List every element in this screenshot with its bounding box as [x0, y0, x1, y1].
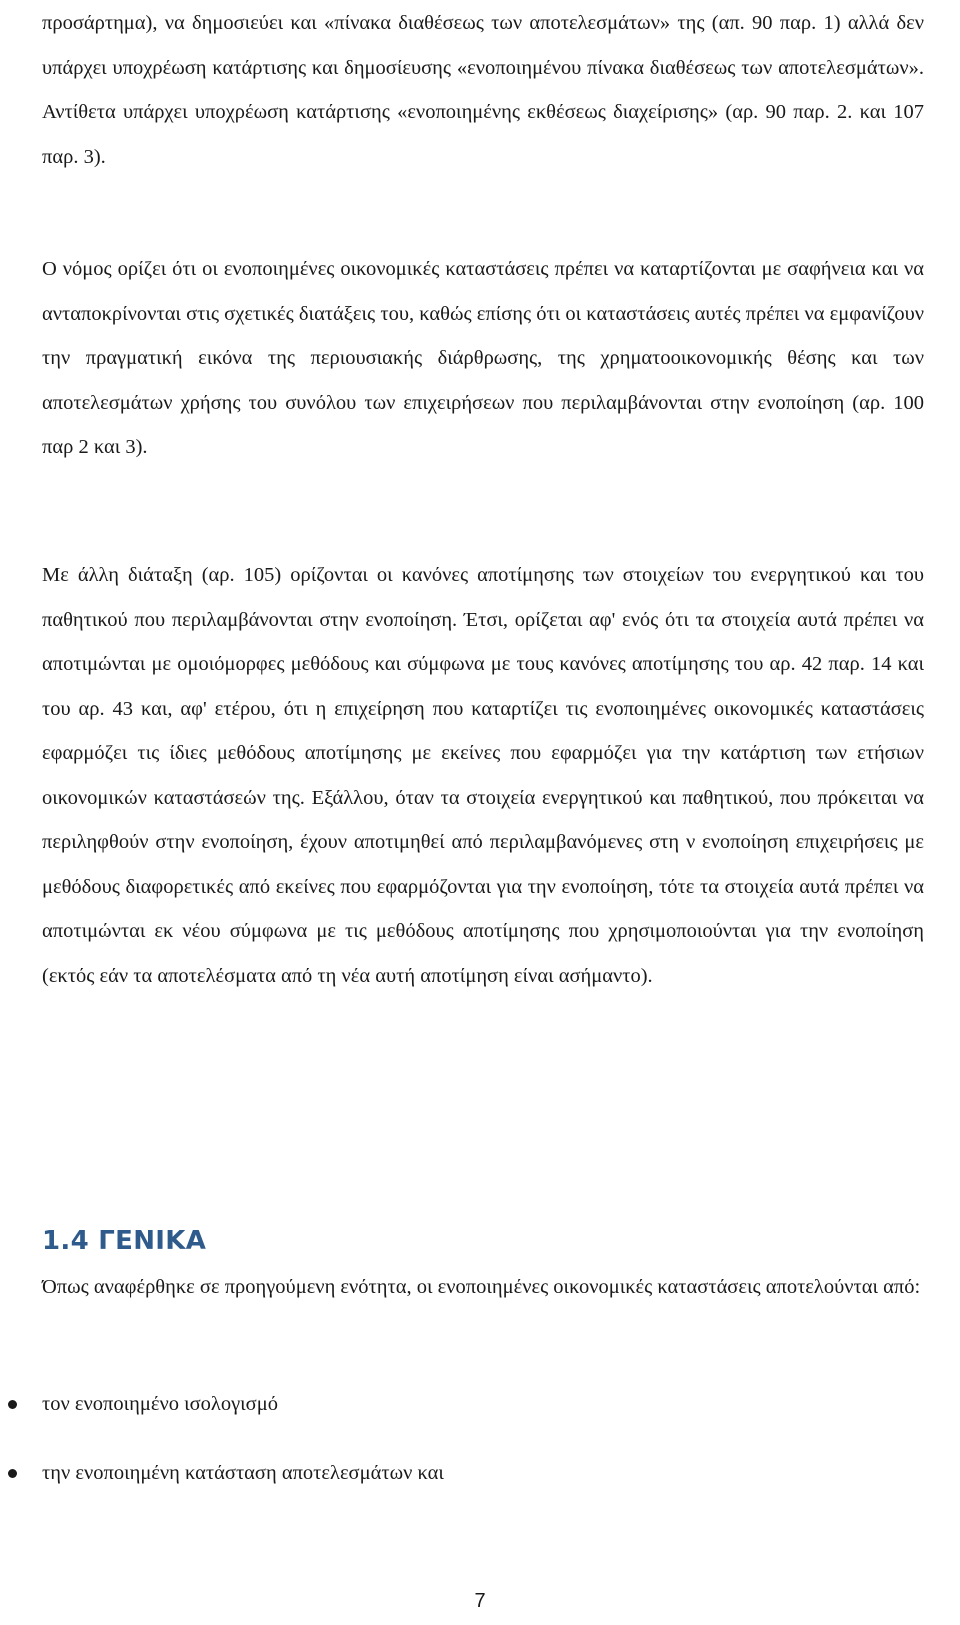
section-intro: Όπως αναφέρθηκε σε προηγούμενη ενότητα, οι ενοποιημένες οικονομικές καταστάσεις αποτελούνται από: [42, 1276, 921, 1298]
section-heading: 1.4 ΓΕΝΙΚΑ [42, 1226, 207, 1256]
bullet-icon [8, 1469, 17, 1478]
list-item [42, 1451, 924, 1496]
list-item-text: τον ενοποιημένο ισολογισμό [42, 1393, 278, 1415]
bullet-icon [8, 1400, 17, 1409]
paragraph-valuation-rules: Με άλλη διάταξη (αρ. 105) ορίζονται οι κανόνες αποτίμησης των στοιχείων του ενεργητικού και του παθητικού που περιλαμβάνονται στην ενοποίηση. Έτσι, ορίζεται αφ' ενός ότι τα στοιχεία αυτά πρέπει να αποτιμώνται με ομοιόμορφες μεθόδους και σύμφωνα με τους κανόνες αποτίμησης του αρ. 42 παρ. 14 και του αρ. 43 και, αφ' ετέρου, ότι η επιχείρηση που καταρτίζει τις ενοποιημένες οικονομικές καταστάσεις εφαρμόζει τις ίδιες μεθόδους αποτίμησης με εκείνες που εφαρμόζει για την κατάρτιση των ετήσιων οικονομικών καταστάσεών της. Εξάλλου, όταν τα στοιχεία ενεργητικού και παθητικού, που πρόκειται να περιληφθούν στην ενοποίηση, έχουν αποτιμηθεί από περιλαμβανόμενες στη ν ενοποίηση επιχειρήσεις με μεθόδους διαφορετικές από εκείνες που εφαρμόζονται για την ενοποίηση, τότε τα στοιχεία αυτά πρέπει να αποτιμώνται εκ νέου σύμφωνα με τις μεθόδους αποτίμησης που χρησιμοποιούνται για την ενοποίηση (εκτός εάν τα αποτελέσματα από τη νέα αυτή αποτίμηση είναι ασήμαντο). [42, 564, 924, 987]
paragraph-continuation: προσάρτημα), να δημοσιεύει και «πίνακα διαθέσεως των αποτελεσμάτων» της (απ. 90 παρ. 1) αλλά δεν υπάρχει υποχρέωση κατάρτισης και δημοσίευσης «ενοποιημένου πίνακα διαθέσεως των αποτελεσμάτων». Αντίθετα υπάρχει υποχρέωση κατάρτισης «ενοποιημένης εκθέσεως διαχείρισης» (αρ. 90 παρ. 2. και 107 παρ. 3). [42, 12, 924, 168]
bullet-list-item-1 [42, 1382, 924, 1427]
page-number: 7 [474, 1590, 486, 1612]
list-item-text: την ενοποιημένη κατάσταση αποτελεσμάτων και [42, 1462, 444, 1484]
list-item [42, 1382, 924, 1427]
paragraph-law-requirements: Ο νόμος ορίζει ότι οι ενοποιημένες οικονομικές καταστάσεις πρέπει να καταρτίζονται με σαφήνεια και να ανταποκρίνονται στις σχετικές διατάξεις του, καθώς επίσης ότι οι καταστάσεις αυτές πρέπει να εμφανίζουν την πραγματική εικόνα της περιουσιακής διάρθρωσης, της χρηματοοικονομικής θέσης και των αποτελεσμάτων χρήσης του συνόλου των επιχειρήσεων που περιλαμβάνονται στην ενοποίηση (αρ. 100 παρ 2 και 3). [42, 258, 924, 458]
bullet-list-item-2 [42, 1451, 924, 1496]
